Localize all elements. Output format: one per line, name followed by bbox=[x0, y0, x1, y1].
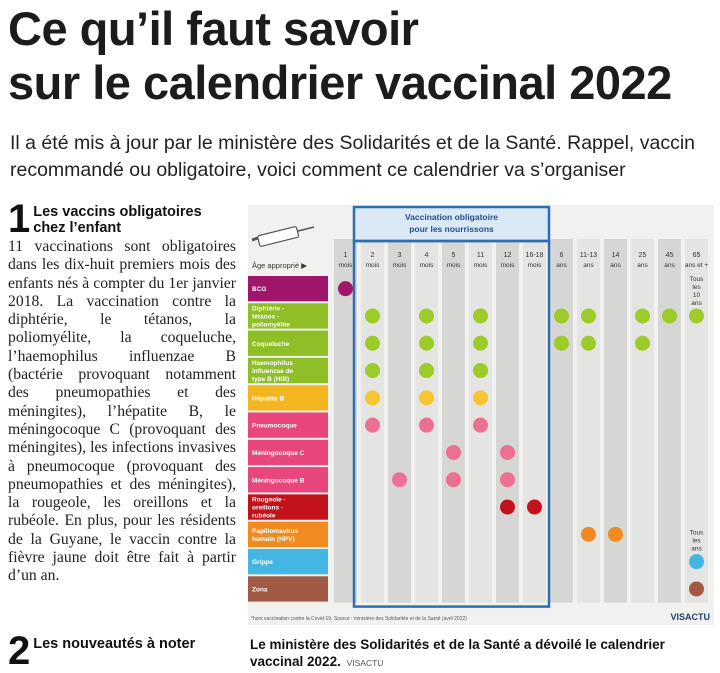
section-1-title: Les vaccins obligatoires chez l’enfant bbox=[33, 204, 202, 236]
annotation-text: ans bbox=[691, 545, 702, 553]
vaccine-dot bbox=[527, 500, 542, 515]
syringe-plunger bbox=[252, 238, 258, 240]
obligatory-box-title: pour les nourrissons bbox=[409, 224, 494, 234]
vaccine-dot bbox=[662, 308, 677, 323]
column-header-top: 3 bbox=[397, 252, 402, 259]
vaccine-dot bbox=[365, 336, 380, 351]
section-1-number: 1 bbox=[8, 197, 31, 241]
vaccination-calendar-chart bbox=[248, 205, 714, 625]
caption-credit: VISACTU bbox=[346, 658, 384, 668]
obligatory-box-title: Vaccination obligatoire bbox=[404, 212, 499, 222]
vaccine-dot bbox=[554, 336, 569, 351]
vaccine-dot bbox=[365, 363, 380, 378]
vaccine-dot bbox=[581, 527, 596, 542]
section-1-header bbox=[8, 197, 236, 241]
annotation-text: Tous bbox=[689, 275, 704, 283]
section-2-title: Les nouveautés à noter bbox=[33, 636, 196, 652]
title-line-1: Ce qu’il faut savoir bbox=[8, 2, 419, 55]
section-2-header bbox=[8, 629, 236, 673]
annotation-text: Tous bbox=[689, 529, 704, 537]
row-label: Grippe bbox=[252, 559, 273, 567]
vaccine-dot bbox=[365, 418, 380, 433]
column-header-top: 25 bbox=[638, 252, 647, 259]
chart-footnote: *hors vaccination contre la Covid-19. Source : ministère des Solidarités et de la Santé (avril 2022) bbox=[251, 616, 467, 622]
column-header-top: 11-13 bbox=[579, 252, 598, 259]
vaccine-dot bbox=[419, 336, 434, 351]
row-label: Méningocoque C bbox=[252, 449, 305, 457]
column-header-top: 4 bbox=[424, 252, 429, 259]
vaccine-dot bbox=[419, 418, 434, 433]
column-header-bottom: mois bbox=[392, 262, 407, 269]
vaccine-dot bbox=[608, 527, 623, 542]
column-header-bottom: ans bbox=[637, 262, 648, 269]
vaccine-dot bbox=[500, 500, 515, 515]
row-label: poliomyélite bbox=[252, 321, 290, 329]
column-header-bottom: ans bbox=[556, 262, 567, 269]
column-header-bottom: mois bbox=[338, 262, 353, 269]
column-header-bottom: mois bbox=[500, 262, 515, 269]
column-stripe bbox=[496, 239, 519, 603]
column-header-top: 5 bbox=[451, 252, 456, 259]
column-header-top: 16-18 bbox=[525, 252, 544, 259]
column-header-bottom: mois bbox=[473, 262, 488, 269]
vaccine-dot bbox=[581, 336, 596, 351]
column-stripe bbox=[388, 239, 411, 603]
row-label: Rougeole - bbox=[252, 496, 286, 504]
column-header-top: 65 bbox=[692, 252, 701, 259]
section-2-number: 2 bbox=[8, 629, 31, 673]
vaccine-dot bbox=[365, 390, 380, 405]
vaccine-dot bbox=[689, 581, 704, 596]
vaccine-dot bbox=[446, 472, 461, 487]
column-stripe bbox=[442, 239, 465, 603]
column-stripe bbox=[523, 239, 546, 603]
syringe-needle bbox=[298, 227, 314, 231]
column-header-top: 2 bbox=[370, 252, 375, 259]
column-stripe bbox=[550, 239, 573, 603]
row-label: tétanos - bbox=[252, 313, 280, 321]
chart-caption bbox=[250, 636, 715, 672]
vaccine-dot bbox=[689, 554, 704, 569]
article-title bbox=[8, 2, 708, 110]
column-header-bottom: mois bbox=[419, 262, 434, 269]
annotation-text: ans bbox=[691, 299, 702, 307]
row-label: influenzae de bbox=[252, 368, 294, 376]
vaccine-dot bbox=[635, 336, 650, 351]
vaccine-dot bbox=[419, 308, 434, 323]
column-header-bottom: mois bbox=[527, 262, 542, 269]
row-label: rubéole bbox=[252, 512, 276, 520]
row-label: Pneumocoque bbox=[252, 422, 297, 430]
vaccine-dot bbox=[500, 472, 515, 487]
column-header-top: 12 bbox=[503, 252, 512, 259]
vaccine-dot bbox=[635, 308, 650, 323]
column-stripe bbox=[604, 239, 627, 603]
annotation-text: les bbox=[692, 283, 701, 291]
column-stripe bbox=[631, 239, 654, 603]
vaccine-dot bbox=[473, 336, 488, 351]
vaccine-dot bbox=[581, 308, 596, 323]
row-label: humain (HPV) bbox=[252, 535, 295, 543]
section-1-body: 11 vaccinations sont obligatoires dans les dix-huit premiers mois des enfants nés à compter du 1er janvier 2018. La vaccination contre la diphtérie, le tétanos, la poliomyélite, la coqueluche, l’haemophilus influenzae B (bactérie provoquant notamment des pneumopathies et des méningites), l’hépatite B, le méningocoque C (provoquant des méningites), les infections invasives à pneumocoque (provoquant des pneumopathies et des méningites), la rougeole, les oreillons et la rubéole. En plus, pour les résidents de la Guyane, le vaccin contre la fièvre jaune doit être fait à partir d’un an. bbox=[8, 238, 236, 585]
column-header-bottom: mois bbox=[446, 262, 461, 269]
row-label: Diphtérie - bbox=[252, 305, 285, 313]
vaccine-dot bbox=[473, 418, 488, 433]
vaccine-dot bbox=[338, 281, 353, 296]
age-label: Âge approprié ▶ bbox=[252, 261, 307, 270]
section-2 bbox=[8, 629, 236, 673]
column-header-bottom: ans bbox=[664, 262, 675, 269]
column-header-bottom: ans et + bbox=[684, 262, 709, 269]
vaccine-dot bbox=[689, 308, 704, 323]
syringe-icon bbox=[257, 226, 298, 246]
row-label: Zona bbox=[252, 586, 268, 594]
row-label: Méningocoque B bbox=[252, 477, 305, 485]
row-label: type B (HIB) bbox=[252, 376, 290, 384]
row-label: Hépatite B bbox=[252, 395, 285, 403]
article-subtitle: Il a été mis à jour par le ministère des Solidarités et de la Santé. Rappel, vaccin recommandé ou obligatoire, voici comment ce calendrier va s’organiser bbox=[10, 132, 696, 181]
vaccine-dot bbox=[419, 363, 434, 378]
column-header-top: 14 bbox=[611, 252, 620, 259]
vaccine-dot bbox=[473, 390, 488, 405]
caption-text: Le ministère des Solidarités et de la Santé a dévoilé le calendrier vaccinal 2022. bbox=[250, 637, 665, 669]
vaccine-dot bbox=[473, 308, 488, 323]
chart-brand: VISACTU bbox=[670, 612, 710, 622]
vaccine-dot bbox=[419, 390, 434, 405]
vaccination-calendar-svg bbox=[248, 205, 714, 625]
vaccine-dot bbox=[554, 308, 569, 323]
vaccine-dot bbox=[392, 472, 407, 487]
column-header-top: 6 bbox=[559, 252, 564, 259]
title-line-2: sur le calendrier vaccinal 2022 bbox=[8, 56, 672, 109]
row-label: oreillons - bbox=[252, 504, 284, 512]
row-label: BCG bbox=[252, 286, 267, 294]
row-label: Haemophilus bbox=[252, 360, 293, 368]
vaccine-dot bbox=[365, 308, 380, 323]
column-stripe bbox=[577, 239, 600, 603]
row-label: Papillomavirus bbox=[252, 527, 299, 535]
column-header-bottom: ans bbox=[583, 262, 594, 269]
column-header-bottom: mois bbox=[365, 262, 380, 269]
column-header-top: 11 bbox=[476, 252, 485, 259]
annotation-text: 10 bbox=[692, 291, 701, 299]
column-header-bottom: ans bbox=[610, 262, 621, 269]
section-1 bbox=[8, 197, 236, 586]
annotation-text: les bbox=[692, 537, 701, 545]
row-label: Coqueluche bbox=[252, 340, 290, 348]
column-stripe bbox=[658, 239, 681, 603]
vaccine-dot bbox=[446, 445, 461, 460]
column-header-top: 45 bbox=[665, 252, 674, 259]
vaccine-dot bbox=[500, 445, 515, 460]
vaccine-dot bbox=[473, 363, 488, 378]
column-header-top: 1 bbox=[343, 252, 348, 259]
